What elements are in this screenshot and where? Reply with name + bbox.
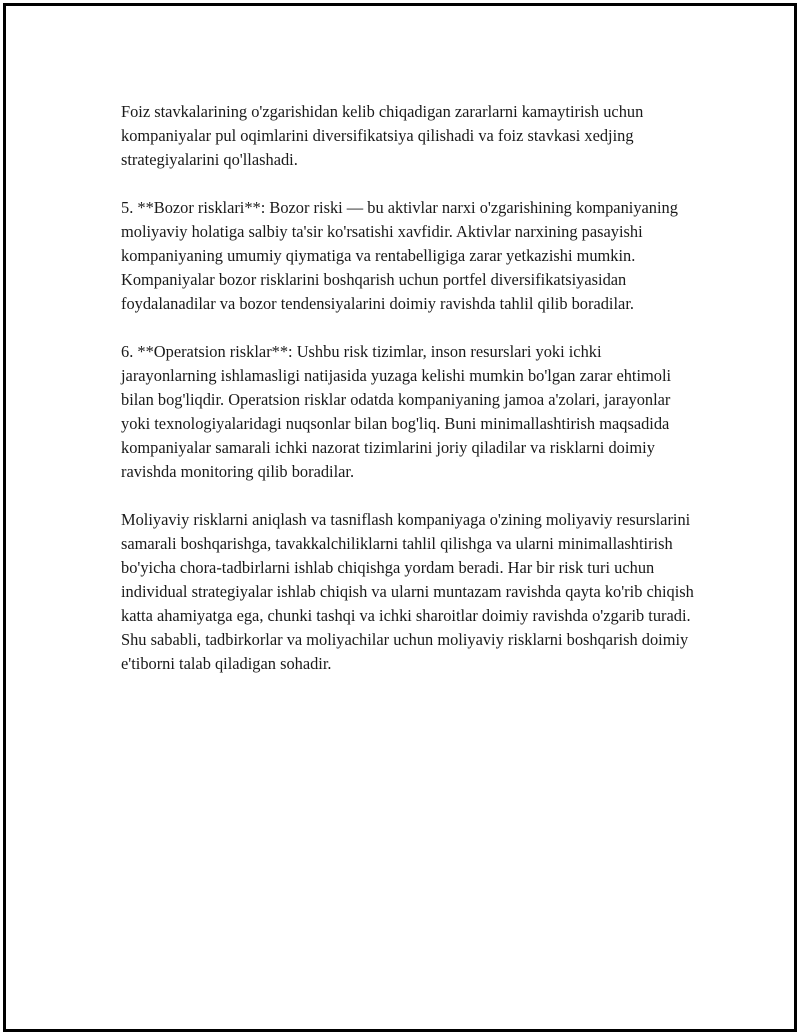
page-content [121,100,696,700]
paragraph-market-risks: 5. **Bozor risklari**: Bozor riski — bu aktivlar narxi o'zgarishining kompaniyaning moliyaviy holatiga salbiy ta'sir ko'rsatishi xavfidir. Aktivlar narxining pasayishi kompaniyaning umumiy qiymatiga va rentabelligiga zarar yetkazishi mumkin. Kompaniyalar bozor risklarini boshqarish uchun portfel diversifikatsiyasidan foydalanadilar va bozor tendensiyalarini doimiy ravishda tahlil qilib boradilar. [121,198,678,313]
page-frame [3,3,797,1032]
paragraph-operational-risks: 6. **Operatsion risklar**: Ushbu risk tizimlar, inson resurslari yoki ichki jarayonlarning ishlamasligi natijasida yuzaga kelishi mumkin bo'lgan zarar ehtimoli bilan bog'liqdir. Operatsion risklar odatda kompaniyaning jamoa a'zolari, jarayonlar yoki texnologiyalaridagi nuqsonlar bilan bog'liq. Buni minimallashtirish maqsadida kompaniyalar samarali ichki nazorat tizimlarini joriy qiladilar va risklarni doimiy ravishda monitoring qilib boradilar. [121,342,672,481]
paragraph-conclusion: Moliyaviy risklarni aniqlash va tasniflash kompaniyaga o'zining moliyaviy resurslarini samarali boshqarishga, tavakkalchiliklarni tahlil qilishga va ularni minimallashtirish bo'yicha chora-tadbirlarni ishlab chiqishga yordam beradi. Har bir risk turi uchun individual strategiyalar ishlab chiqish va ularni muntazam ravishda qayta ko'rib chiqish katta ahamiyatga ega, chunki tashqi va ichki sharoitlar doimiy ravishda o'zgarib turadi. Shu sababli, tadbirkorlar va moliyachilar uchun moliyaviy risklarni boshqarish doimiy e'tiborni talab qiladigan sohadir. [121,510,694,673]
paragraph-interest-rate-hedging: Foiz stavkalarining o'zgarishidan kelib chiqadigan zararlarni kamaytirish uchun kompaniyalar pul oqimlarini diversifikatsiya qilishadi va foiz stavkasi xedjing strategiyalarini qo'llashadi. [121,102,644,169]
